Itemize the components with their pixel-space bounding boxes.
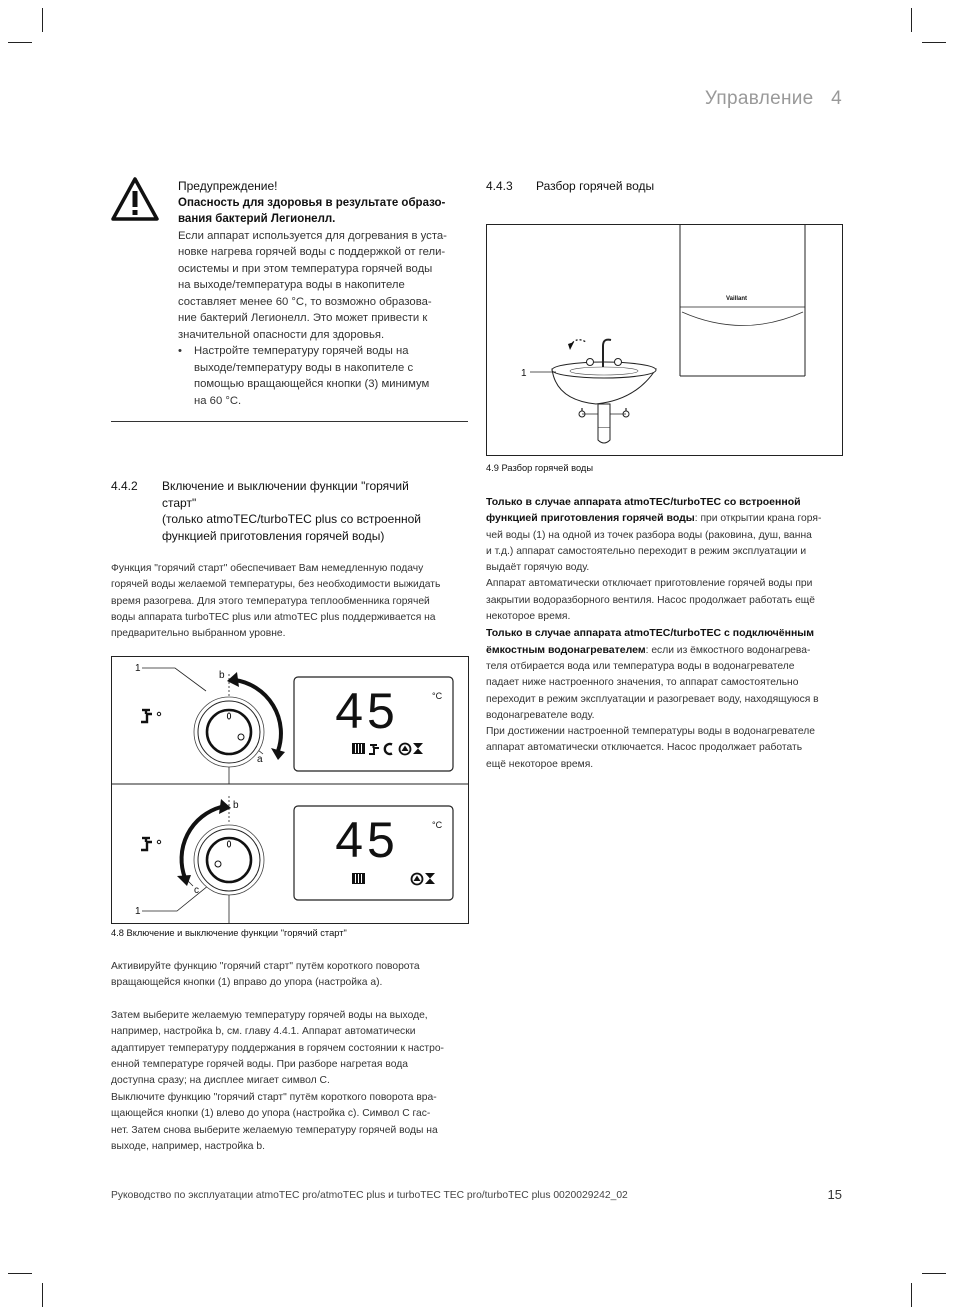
warning-body-line: ние бактерий Легионелл. Это может привести к — [178, 312, 428, 324]
label-b: b — [233, 800, 239, 811]
text-line: чей воды (1) на одной из точек разбора воды (раковина, душ, ванна — [486, 529, 812, 541]
figure-4-8 — [111, 656, 469, 924]
warning-body-line: составляет менее 60 °С, то возможно образова- — [178, 295, 432, 308]
instruction-line: вращающейся кнопки (1) вправо до упора (настройка a). — [111, 977, 383, 989]
rotary-knob-icon — [194, 697, 264, 767]
text-line: водонагревателе воду. — [486, 709, 595, 721]
brand-logo: Vaillant — [726, 296, 748, 302]
instruction-paragraph — [111, 1090, 471, 1155]
section-intro — [111, 561, 471, 642]
crop-mark — [42, 8, 43, 32]
text-line: Аппарат автоматически отключает приготовление горячей воды при — [486, 578, 813, 590]
text-line — [486, 642, 844, 659]
warning-body-line: на выходе/температура воды в накопителе — [178, 279, 405, 291]
section-4-4-3-number: 4.4.3 — [486, 179, 513, 193]
instruction-paragraph — [111, 959, 471, 992]
section-title-line: (только atmoTEC/turboTEC plus со встроенной — [162, 512, 421, 526]
text-line: ещё некоторое время. — [486, 758, 594, 770]
text-line: теля отбирается вода или температура воды в водонагревателе — [486, 660, 795, 672]
text-line: При достижении настроенной температуры воды в водонагревателе — [486, 726, 815, 738]
section-title-line: Включение и выключении функции "горячий — [162, 479, 409, 493]
warning-subtitle-line: Опасность для здоровья в результате образо- — [178, 196, 446, 209]
rotary-knob-icon — [194, 825, 264, 895]
warning-divider — [111, 421, 468, 422]
instruction-paragraph — [111, 1008, 471, 1089]
warning-body-line: осистемы и при этом температура горячей воды — [178, 262, 433, 275]
text-rest: : если из ёмкостного водонагрева- — [645, 644, 811, 656]
crop-mark — [911, 1283, 912, 1307]
text-line — [486, 510, 844, 527]
crop-mark — [922, 42, 946, 43]
crop-mark — [922, 1273, 946, 1274]
instruction-line: Выключите функцию "горячий старт" путём короткого поворота вра- — [111, 1092, 437, 1103]
text-line: аппарат автоматически отключается. Насос продолжает работать — [486, 742, 803, 754]
label-b: b — [219, 670, 225, 681]
instruction-line: енной температуре горячей воды. При разборе нагретая вода — [111, 1058, 408, 1070]
warning-subtitle-line: вания бактерий Легионелл. — [178, 213, 336, 225]
text-line: выдаёт горячую воду. — [486, 562, 590, 574]
instruction-line: Активируйте функцию "горячий старт" путём короткого поворота — [111, 961, 420, 972]
warning-bullet — [178, 343, 473, 409]
display-temperature: 45 — [335, 683, 399, 739]
instruction-line: Затем выберите желаемую температуру горячей воды на выходе, — [111, 1010, 428, 1021]
intro-line: Функция "горячий старт" обеспечивает Вам немедленную подачу — [111, 563, 424, 574]
radiator-icon — [352, 873, 365, 884]
warning-body-line: Если аппарат используется для догревания в уста- — [178, 229, 447, 242]
intro-line: воды аппарата turboTEC plus или atmoTEC plus поддерживается на — [111, 611, 436, 623]
text-line: переходит в режим эксплуатации и разогревает воду, находящуюся в — [486, 693, 819, 705]
instruction-line: нет. Затем снова выберите желаемую температуру горячей воды на — [111, 1124, 438, 1136]
intro-line: горячей воды желаемой температуры, без необходимости выжидать — [111, 579, 441, 591]
chapter-number: 4 — [831, 88, 842, 109]
warning-body — [178, 228, 473, 344]
label-c: c — [194, 885, 199, 896]
figure-frame — [487, 225, 843, 456]
warning-bullet-line: Настройте температуру горячей воды на — [194, 345, 409, 357]
section-4-4-3-title: Разбор горячей воды — [536, 179, 655, 193]
crop-mark — [8, 42, 32, 43]
bullet-dot: • — [178, 345, 182, 357]
instruction-line: выходе, например, настройка b. — [111, 1140, 265, 1152]
section-title-line: функцией приготовления горячей воды) — [162, 528, 385, 543]
label-a: a — [257, 754, 263, 765]
warning-title: Предупреждение! — [178, 179, 278, 193]
text-line: закрытии водоразборного вентиля. Насос продолжает работать ещё — [486, 594, 815, 606]
crop-mark — [911, 8, 912, 32]
text-bold: ёмкостным водонагревателем — [486, 643, 646, 656]
warning-triangle-icon — [111, 176, 159, 222]
text-line: Только в случае аппарата atmoTEC/turboTEC со встроенной — [486, 496, 801, 508]
figure-4-9 — [486, 224, 843, 456]
instruction-line: щающейся кнопки (1) влево до упора (настройка c). Символ C гас- — [111, 1108, 431, 1120]
figure-4-8-caption: 4.8 Включение и выключение функции "горячий старт" — [111, 928, 347, 938]
text-line: некоторое время. — [486, 611, 571, 623]
text-line: Только в случае аппарата atmoTEC/turboTEC с подключённым — [486, 627, 815, 640]
radiator-icon — [352, 743, 365, 754]
label-1: 1 — [521, 368, 527, 379]
text-rest: : при открытии крана горя- — [694, 513, 822, 525]
intro-line: предварительно выбранном уровне. — [111, 628, 286, 640]
warning-body-line: новке нагрева горячей воды с поддержкой от гели- — [178, 246, 446, 258]
display-unit: °C — [432, 820, 443, 830]
page-header — [560, 88, 842, 110]
intro-line: время разогрева. Для этого температура теплообменника горячей — [111, 595, 430, 607]
warning-bullet-line: выходе/температуру воды в накопителе с — [194, 361, 414, 374]
page-number: 15 — [827, 1187, 842, 1202]
instruction-line: адаптирует температуру поддержания в горячем состоянии к настро- — [111, 1042, 444, 1054]
figure-4-9-caption: 4.9 Разбор горячей воды — [486, 463, 594, 473]
section-title-line: старт" — [162, 495, 197, 510]
warning-body-line: значительной опасности для здоровья. — [178, 328, 385, 341]
text-line: и т.д.) аппарат самостоятельно переходит в режим эксплуатации и — [486, 545, 807, 557]
footer-text: Руководство по эксплуатации atmoTEC pro/atmoTEC plus и turboTEC TEC pro/turboTEC plus 0020029242_02 — [111, 1190, 628, 1201]
text-line: падает ниже настроенного значения, то аппарат самостоятельно — [486, 677, 799, 689]
right-column-text — [486, 494, 844, 773]
warning-bullet-line: помощью вращающейся кнопки (3) минимум — [194, 378, 430, 390]
display-unit: °C — [432, 691, 443, 701]
label-1: 1 — [135, 906, 141, 917]
crop-mark — [42, 1283, 43, 1307]
section-number: 4.4.2 — [111, 479, 138, 493]
instruction-line: доступна сразу; на дисплее мигает символ C. — [111, 1075, 330, 1087]
crop-mark — [8, 1273, 32, 1274]
text-bold: функцией приготовления горячей воды — [486, 512, 695, 525]
chapter-title: Управление — [704, 88, 814, 109]
display-temperature: 45 — [335, 812, 399, 868]
warning-block — [178, 178, 473, 409]
warning-bullet-line: на 60 °С. — [194, 394, 242, 407]
label-1: 1 — [135, 663, 141, 674]
instruction-line: например, настройка b, см. главу 4.4.1. Аппарат автоматически — [111, 1026, 416, 1038]
